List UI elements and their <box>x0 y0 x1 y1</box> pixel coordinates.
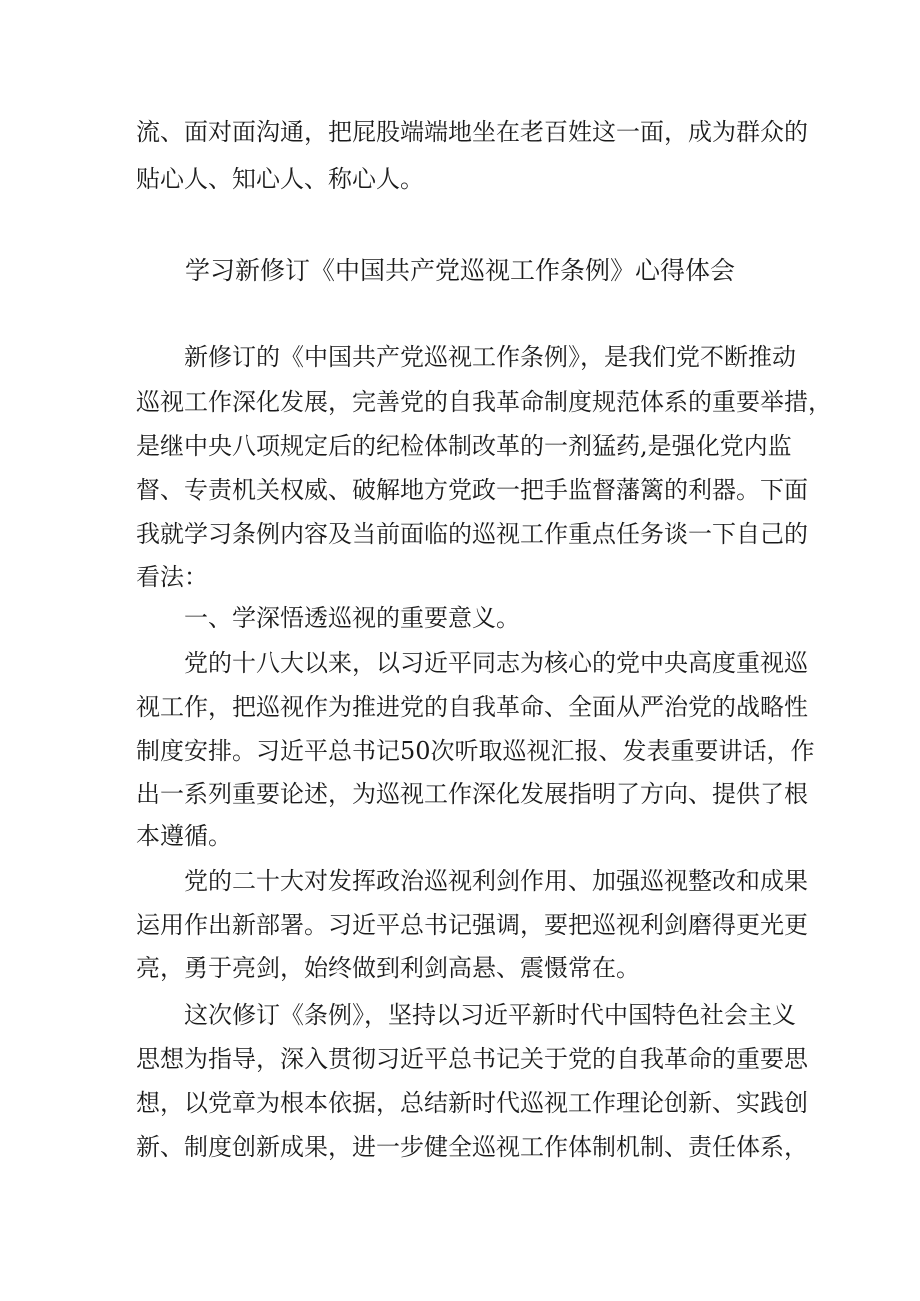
paragraph-3-line-1: 党的二十大对发挥政治巡视利剑作用、加强巡视整改和成果 <box>184 867 808 895</box>
paragraph-1-line-5: 我就学习条例内容及当前面临的巡视工作重点任务谈一下自己的 <box>136 520 808 548</box>
paragraph-1-line-1: 新修订的《中国共产党巡视工作条例》，是我们党不断推动 <box>184 343 796 371</box>
paragraph-1-line-2: 巡视工作深化发展，完善党的自我革命制度规范体系的重要举措， <box>136 388 832 416</box>
paragraph-4-line-3: 想，以党章为根本依据，总结新时代巡视工作理论创新、实践创 <box>136 1089 808 1117</box>
paragraph-2-line-5: 本遵循。 <box>136 822 232 850</box>
section-heading: 一、学深悟透巡视的重要意义。 <box>184 604 520 632</box>
paragraph-4-line-2: 思想为指导，深入贯彻习近平总书记关于党的自我革命的重要思 <box>136 1045 808 1073</box>
paragraph-2-line-4: 出一系列重要论述，为巡视工作深化发展指明了方向、提供了根 <box>136 780 808 808</box>
intro-line-1: 流、面对面沟通，把屁股端端地坐在老百姓这一面，成为群众的 <box>136 118 808 146</box>
paragraph-4-line-1: 这次修订《条例》，坚持以习近平新时代中国特色社会主义 <box>184 1001 796 1029</box>
intro-line-2: 贴心人、知心人、称心人。 <box>136 165 424 193</box>
paragraph-3-line-3: 亮，勇于亮剑，始终做到利剑高悬、震慑常在。 <box>136 954 640 982</box>
paragraph-1-line-4: 督、专责机关权威、破解地方党政一把手监督藩篱的利器。下面 <box>136 476 808 504</box>
document-title: 学习新修订《中国共产党巡视工作条例》心得体会 <box>184 256 735 285</box>
paragraph-1-line-3: 是继中央八项规定后的纪检体制改革的一剂猛药,是强化党内监 <box>136 432 792 460</box>
paragraph-2-line-2: 视工作，把巡视作为推进党的自我革命、全面从严治党的战略性 <box>136 693 808 721</box>
paragraph-4-line-4: 新、制度创新成果，进一步健全巡视工作体制机制、责任体系， <box>136 1133 808 1161</box>
paragraph-1-line-6: 看法： <box>136 563 208 591</box>
paragraph-2-line-3: 制度安排。习近平总书记50次听取巡视汇报、发表重要讲话，作 <box>136 737 815 765</box>
paragraph-2-line-1: 党的十八大以来，以习近平同志为核心的党中央高度重视巡 <box>184 649 808 677</box>
paragraph-3-line-2: 运用作出新部署。习近平总书记强调，要把巡视利剑磨得更光更 <box>136 911 808 939</box>
